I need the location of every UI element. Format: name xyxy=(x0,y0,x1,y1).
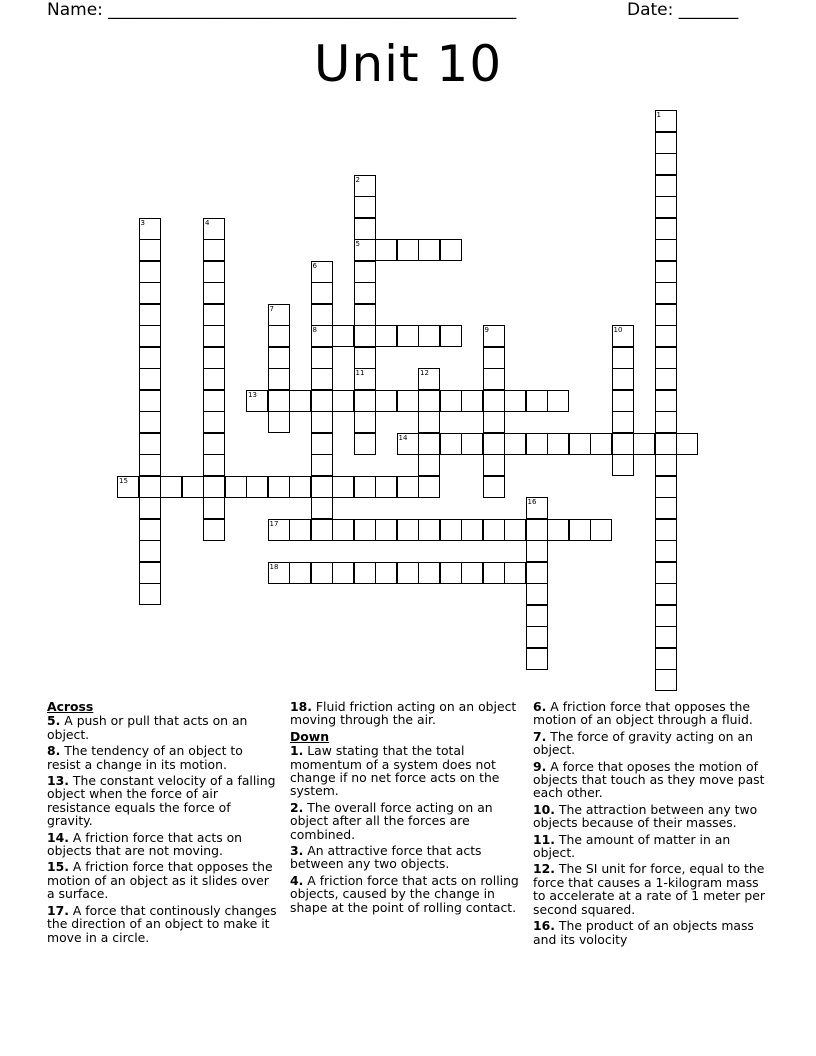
clue-text: The tendency of an object to resist a change in its motion. xyxy=(47,743,243,772)
crossword-cell[interactable] xyxy=(655,110,677,132)
crossword-cell[interactable] xyxy=(440,325,462,347)
clue-item xyxy=(47,831,280,858)
crossword-cell[interactable] xyxy=(504,519,526,541)
clue-column-1 xyxy=(47,700,280,947)
crossword-cell[interactable] xyxy=(440,390,462,412)
crossword-cell[interactable] xyxy=(311,519,333,541)
clue-text: The amount of matter in an object. xyxy=(533,831,731,861)
clue-text: Fluid friction acting on an object moving through the air. xyxy=(290,699,517,728)
crossword-cell[interactable] xyxy=(418,433,440,455)
crossword-cell[interactable] xyxy=(139,562,161,584)
crossword-cell[interactable] xyxy=(203,497,225,519)
clue-text: The overall force acting on an object after all the forces are combined. xyxy=(290,799,493,842)
crossword-cell[interactable] xyxy=(139,540,161,562)
crossword-cell[interactable] xyxy=(311,476,333,498)
crossword-cell[interactable] xyxy=(311,562,333,584)
clue-text: The product of an objects mass and its volocity xyxy=(533,918,754,947)
crossword-cell[interactable] xyxy=(354,282,376,304)
crossword-cell[interactable] xyxy=(332,519,354,541)
crossword-cell[interactable] xyxy=(354,304,376,326)
clue-item xyxy=(290,874,526,914)
crossword-cell[interactable] xyxy=(203,325,225,347)
clue-text: A friction force that acts on rolling objects, caused by the change in shape at the point of rolling contact. xyxy=(290,872,519,915)
clue-item xyxy=(47,860,280,900)
clue-text: Law stating that the total momentum of a system does not change if no net force acts on the system. xyxy=(290,743,500,799)
clue-number: 18. xyxy=(290,699,312,714)
crossword-cell[interactable] xyxy=(246,390,268,412)
crossword-cell[interactable] xyxy=(354,562,376,584)
crossword-cell[interactable] xyxy=(139,583,161,605)
crossword-cell[interactable] xyxy=(182,476,204,498)
crossword-cell[interactable] xyxy=(483,411,505,433)
clue-number-label: 12 xyxy=(420,369,429,377)
crossword-cell[interactable] xyxy=(676,433,698,455)
clue-item xyxy=(47,714,280,741)
crossword-cell[interactable] xyxy=(332,476,354,498)
clue-column-2 xyxy=(290,700,526,917)
crossword-cell[interactable] xyxy=(526,583,548,605)
crossword-cell[interactable] xyxy=(418,411,440,433)
crossword-cell[interactable] xyxy=(311,454,333,476)
crossword-cell[interactable] xyxy=(354,325,376,347)
crossword-cell[interactable] xyxy=(375,476,397,498)
crossword-cell[interactable] xyxy=(203,519,225,541)
crossword-cell[interactable] xyxy=(397,519,419,541)
crossword-cell[interactable] xyxy=(289,519,311,541)
crossword-cell[interactable] xyxy=(397,325,419,347)
crossword-cell[interactable] xyxy=(655,669,677,691)
crossword-cell[interactable] xyxy=(655,626,677,648)
crossword-cell[interactable] xyxy=(526,497,548,519)
crossword-cell[interactable] xyxy=(655,239,677,261)
crossword-cell[interactable] xyxy=(203,218,225,240)
crossword-cell[interactable] xyxy=(332,390,354,412)
clue-item xyxy=(533,833,769,860)
clue-number-label: 9 xyxy=(484,326,489,334)
crossword-cell[interactable] xyxy=(612,368,634,390)
clue-number: 9. xyxy=(533,758,547,774)
crossword-cell[interactable] xyxy=(504,390,526,412)
clue-item xyxy=(290,744,526,798)
crossword-cell[interactable] xyxy=(483,325,505,347)
crossword-cell[interactable] xyxy=(612,454,634,476)
clue-number: 3. xyxy=(290,843,304,859)
crossword-cell[interactable] xyxy=(289,390,311,412)
crossword-cell[interactable] xyxy=(526,390,548,412)
crossword-cell[interactable] xyxy=(526,562,548,584)
clue-number: 10. xyxy=(533,801,555,817)
crossword-cell[interactable] xyxy=(547,519,569,541)
clue-column-3 xyxy=(533,700,769,949)
clue-item xyxy=(290,801,526,841)
crossword-cell[interactable] xyxy=(203,261,225,283)
crossword-cell[interactable] xyxy=(139,347,161,369)
crossword-cell[interactable] xyxy=(397,390,419,412)
crossword-cell[interactable] xyxy=(311,497,333,519)
crossword-cell[interactable] xyxy=(139,218,161,240)
crossword-cell[interactable] xyxy=(547,433,569,455)
clue-number-label: 4 xyxy=(205,218,210,227)
crossword-cell[interactable] xyxy=(483,454,505,476)
crossword-cell[interactable] xyxy=(655,497,677,519)
crossword-cell[interactable] xyxy=(483,433,505,455)
clue-item xyxy=(533,862,769,916)
crossword-cell[interactable] xyxy=(354,196,376,218)
crossword-cell[interactable] xyxy=(655,433,677,455)
crossword-cell[interactable] xyxy=(139,411,161,433)
crossword-cell[interactable] xyxy=(612,325,634,347)
clue-number-label: 13 xyxy=(248,390,257,399)
crossword-cell[interactable] xyxy=(311,304,333,326)
clue-number-label: 15 xyxy=(119,476,128,485)
clue-number-label: 5 xyxy=(355,240,360,248)
crossword-cell[interactable] xyxy=(139,497,161,519)
crossword-cell[interactable] xyxy=(289,476,311,498)
crossword-cell[interactable] xyxy=(289,562,311,584)
clue-item xyxy=(290,700,526,727)
clue-text: A push or pull that acts on an object. xyxy=(47,713,248,742)
clue-item xyxy=(533,803,769,830)
crossword-cell[interactable] xyxy=(590,519,612,541)
crossword-cell[interactable] xyxy=(311,411,333,433)
crossword-cell[interactable] xyxy=(117,476,139,498)
crossword-cell[interactable] xyxy=(461,390,483,412)
crossword-cell[interactable] xyxy=(569,433,591,455)
crossword-cell[interactable] xyxy=(655,261,677,283)
crossword-cell[interactable] xyxy=(203,304,225,326)
crossword-cell[interactable] xyxy=(203,433,225,455)
clue-number: 1. xyxy=(290,743,304,759)
clue-number: 11. xyxy=(533,831,555,847)
crossword-cell[interactable] xyxy=(440,562,462,584)
clue-text: An attractive force that acts between any two objects. xyxy=(290,843,482,872)
clue-number: 13. xyxy=(47,773,69,789)
crossword-cell[interactable] xyxy=(354,175,376,197)
clue-number-label: 18 xyxy=(269,562,279,571)
crossword-cell[interactable] xyxy=(504,433,526,455)
clue-number: 15. xyxy=(47,859,69,875)
crossword-cell[interactable] xyxy=(655,605,677,627)
crossword-cell[interactable] xyxy=(203,390,225,412)
crossword-cell[interactable] xyxy=(655,282,677,304)
crossword-cell[interactable] xyxy=(354,261,376,283)
clue-number-label: 10 xyxy=(613,326,623,334)
date-field[interactable]: Date: _______ xyxy=(627,0,739,20)
clue-text: The attraction between any two objects because of their masses. xyxy=(533,801,758,831)
crossword-cell[interactable] xyxy=(332,562,354,584)
crossword-cell[interactable] xyxy=(655,583,677,605)
crossword-cell[interactable] xyxy=(311,347,333,369)
crossword-cell[interactable] xyxy=(655,347,677,369)
clue-number-label: 6 xyxy=(312,261,317,270)
crossword-cell[interactable] xyxy=(375,325,397,347)
crossword-cell[interactable] xyxy=(612,347,634,369)
clue-number: 8. xyxy=(47,743,61,759)
crossword-cell[interactable] xyxy=(612,411,634,433)
clue-number-label: 8 xyxy=(312,326,317,334)
down-heading: Down xyxy=(290,728,330,744)
clue-text: The force of gravity acting on an object. xyxy=(533,728,753,758)
across-heading: Across xyxy=(47,699,94,714)
crossword-cell[interactable] xyxy=(354,433,376,455)
clue-item xyxy=(290,844,526,871)
crossword-cell[interactable] xyxy=(483,476,505,498)
clue-number: 14. xyxy=(47,829,69,845)
clue-item xyxy=(47,904,280,944)
crossword-cell[interactable] xyxy=(418,390,440,412)
crossword-cell[interactable] xyxy=(655,540,677,562)
clue-number-label: 1 xyxy=(656,111,661,119)
crossword-cell[interactable] xyxy=(139,304,161,326)
crossword-cell[interactable] xyxy=(268,411,290,433)
crossword-cell[interactable] xyxy=(440,519,462,541)
crossword-cell[interactable] xyxy=(461,519,483,541)
crossword-cell[interactable] xyxy=(203,239,225,261)
crossword-cell[interactable] xyxy=(139,433,161,455)
crossword-cell[interactable] xyxy=(354,347,376,369)
crossword-cell[interactable] xyxy=(354,218,376,240)
crossword-cell[interactable] xyxy=(655,519,677,541)
crossword-cell[interactable] xyxy=(139,519,161,541)
crossword-cell[interactable] xyxy=(526,626,548,648)
crossword-cell[interactable] xyxy=(375,562,397,584)
clue-number-label: 7 xyxy=(269,304,274,313)
clue-number: 7. xyxy=(533,728,547,744)
crossword-cell[interactable] xyxy=(612,433,634,455)
crossword-cell[interactable] xyxy=(655,368,677,390)
crossword-cell[interactable] xyxy=(139,368,161,390)
clue-item xyxy=(533,700,769,727)
clue-number: 17. xyxy=(47,902,69,918)
crossword-cell[interactable] xyxy=(139,325,161,347)
crossword-cell[interactable] xyxy=(418,368,440,390)
clue-number-label: 14 xyxy=(398,433,408,442)
crossword-cell[interactable] xyxy=(354,476,376,498)
crossword-cell[interactable] xyxy=(461,433,483,455)
clue-number-label: 16 xyxy=(527,498,537,506)
crossword-cell[interactable] xyxy=(418,476,440,498)
crossword-cell[interactable] xyxy=(569,519,591,541)
crossword-cell[interactable] xyxy=(655,325,677,347)
crossword-cell[interactable] xyxy=(418,325,440,347)
crossword-cell[interactable] xyxy=(418,562,440,584)
crossword-cell[interactable] xyxy=(418,454,440,476)
crossword-cell[interactable] xyxy=(268,368,290,390)
crossword-cell[interactable] xyxy=(526,540,548,562)
crossword-cell[interactable] xyxy=(655,175,677,197)
clue-text: A force that continously changes the direction of an object to make it move in a circle. xyxy=(47,902,277,945)
crossword-cell[interactable] xyxy=(655,411,677,433)
clue-text: A friction force that acts on objects that are not moving. xyxy=(47,829,243,859)
clue-number-label: 2 xyxy=(355,175,360,184)
crossword-cell[interactable] xyxy=(655,476,677,498)
crossword-cell[interactable] xyxy=(655,196,677,218)
crossword-cell[interactable] xyxy=(311,368,333,390)
crossword-cell[interactable] xyxy=(268,562,290,584)
clue-text: A friction force that opposes the motion of an object as it slides over a surface. xyxy=(47,859,273,902)
name-field[interactable]: Name: ________________________________________________ xyxy=(47,0,517,20)
crossword-cell[interactable] xyxy=(397,433,419,455)
crossword-cell[interactable] xyxy=(655,454,677,476)
clue-item xyxy=(533,760,769,800)
crossword-cell[interactable] xyxy=(655,132,677,154)
crossword-cell[interactable] xyxy=(547,390,569,412)
crossword-cell[interactable] xyxy=(268,304,290,326)
crossword-cell[interactable] xyxy=(268,476,290,498)
clue-number: 16. xyxy=(533,918,555,934)
crossword-cell[interactable] xyxy=(526,519,548,541)
crossword-cell[interactable] xyxy=(139,261,161,283)
clue-number: 6. xyxy=(533,699,547,714)
crossword-cell[interactable] xyxy=(655,390,677,412)
crossword-cell[interactable] xyxy=(418,519,440,541)
crossword-cell[interactable] xyxy=(354,411,376,433)
crossword-cell[interactable] xyxy=(354,390,376,412)
crossword-cell[interactable] xyxy=(139,390,161,412)
crossword-cell[interactable] xyxy=(311,261,333,283)
crossword-cell[interactable] xyxy=(311,325,333,347)
crossword-cell[interactable] xyxy=(375,390,397,412)
crossword-cell[interactable] xyxy=(139,476,161,498)
clue-text: A force that oposes the motion of objects that touch as they move past each other. xyxy=(533,758,765,801)
clue-number: 12. xyxy=(533,861,555,877)
clue-text: A friction force that opposes the motion of an object through a fluid. xyxy=(533,699,753,728)
crossword-cell[interactable] xyxy=(440,239,462,261)
crossword-cell[interactable] xyxy=(354,519,376,541)
crossword-cell[interactable] xyxy=(418,239,440,261)
crossword-cell[interactable] xyxy=(397,239,419,261)
clue-number-label: 3 xyxy=(140,218,145,227)
crossword-cell[interactable] xyxy=(332,325,354,347)
crossword-cell[interactable] xyxy=(655,153,677,175)
crossword-cell[interactable] xyxy=(160,476,182,498)
crossword-cell[interactable] xyxy=(354,239,376,261)
clue-item xyxy=(533,919,769,946)
crossword-cell[interactable] xyxy=(655,304,677,326)
crossword-cell[interactable] xyxy=(268,390,290,412)
clue-number-label: 11 xyxy=(355,369,365,377)
crossword-cell[interactable] xyxy=(612,390,634,412)
clue-text: The constant velocity of a falling object when the force of air resistance equals the force of gravity. xyxy=(47,773,276,829)
crossword-cell[interactable] xyxy=(526,605,548,627)
crossword-cell[interactable] xyxy=(311,282,333,304)
clue-item xyxy=(47,744,280,771)
crossword-cell[interactable] xyxy=(139,282,161,304)
crossword-cell[interactable] xyxy=(375,519,397,541)
crossword-cell[interactable] xyxy=(504,562,526,584)
clue-item xyxy=(533,730,769,757)
crossword-cell[interactable] xyxy=(483,347,505,369)
crossword-cell[interactable] xyxy=(483,390,505,412)
crossword-cell[interactable] xyxy=(268,519,290,541)
crossword-cell[interactable] xyxy=(203,282,225,304)
crossword-cell[interactable] xyxy=(203,347,225,369)
crossword-cell[interactable] xyxy=(246,476,268,498)
crossword-cell[interactable] xyxy=(225,476,247,498)
crossword-cell[interactable] xyxy=(203,368,225,390)
crossword-cell[interactable] xyxy=(354,368,376,390)
crossword-cell[interactable] xyxy=(268,347,290,369)
crossword-cell[interactable] xyxy=(203,454,225,476)
crossword-cell[interactable] xyxy=(375,239,397,261)
clue-number-label: 17 xyxy=(269,519,279,528)
crossword-cell[interactable] xyxy=(397,562,419,584)
crossword-cell[interactable] xyxy=(139,454,161,476)
crossword-cell[interactable] xyxy=(139,239,161,261)
clue-text: The SI unit for force, equal to the force that causes a 1-kilogram mass to accelerate at a rate of 1 meter per second squared. xyxy=(533,861,765,917)
crossword-cell[interactable] xyxy=(633,433,655,455)
page-title: Unit 10 xyxy=(313,35,503,93)
crossword-cell[interactable] xyxy=(526,648,548,670)
clue-number: 5. xyxy=(47,713,61,729)
crossword-cell[interactable] xyxy=(655,562,677,584)
crossword-cell[interactable] xyxy=(397,476,419,498)
crossword-cell[interactable] xyxy=(483,562,505,584)
crossword-cell[interactable] xyxy=(311,390,333,412)
crossword-cell[interactable] xyxy=(483,519,505,541)
crossword-cell[interactable] xyxy=(526,433,548,455)
crossword-cell[interactable] xyxy=(311,433,333,455)
crossword-cell[interactable] xyxy=(203,476,225,498)
clue-item xyxy=(47,774,280,828)
crossword-cell[interactable] xyxy=(483,368,505,390)
clue-number: 4. xyxy=(290,872,304,888)
crossword-cell[interactable] xyxy=(203,411,225,433)
crossword-cell[interactable] xyxy=(268,325,290,347)
crossword-cell[interactable] xyxy=(590,433,612,455)
crossword-cell[interactable] xyxy=(461,562,483,584)
crossword-cell[interactable] xyxy=(655,218,677,240)
clue-number: 2. xyxy=(290,799,304,815)
crossword-cell[interactable] xyxy=(440,433,462,455)
crossword-cell[interactable] xyxy=(655,648,677,670)
